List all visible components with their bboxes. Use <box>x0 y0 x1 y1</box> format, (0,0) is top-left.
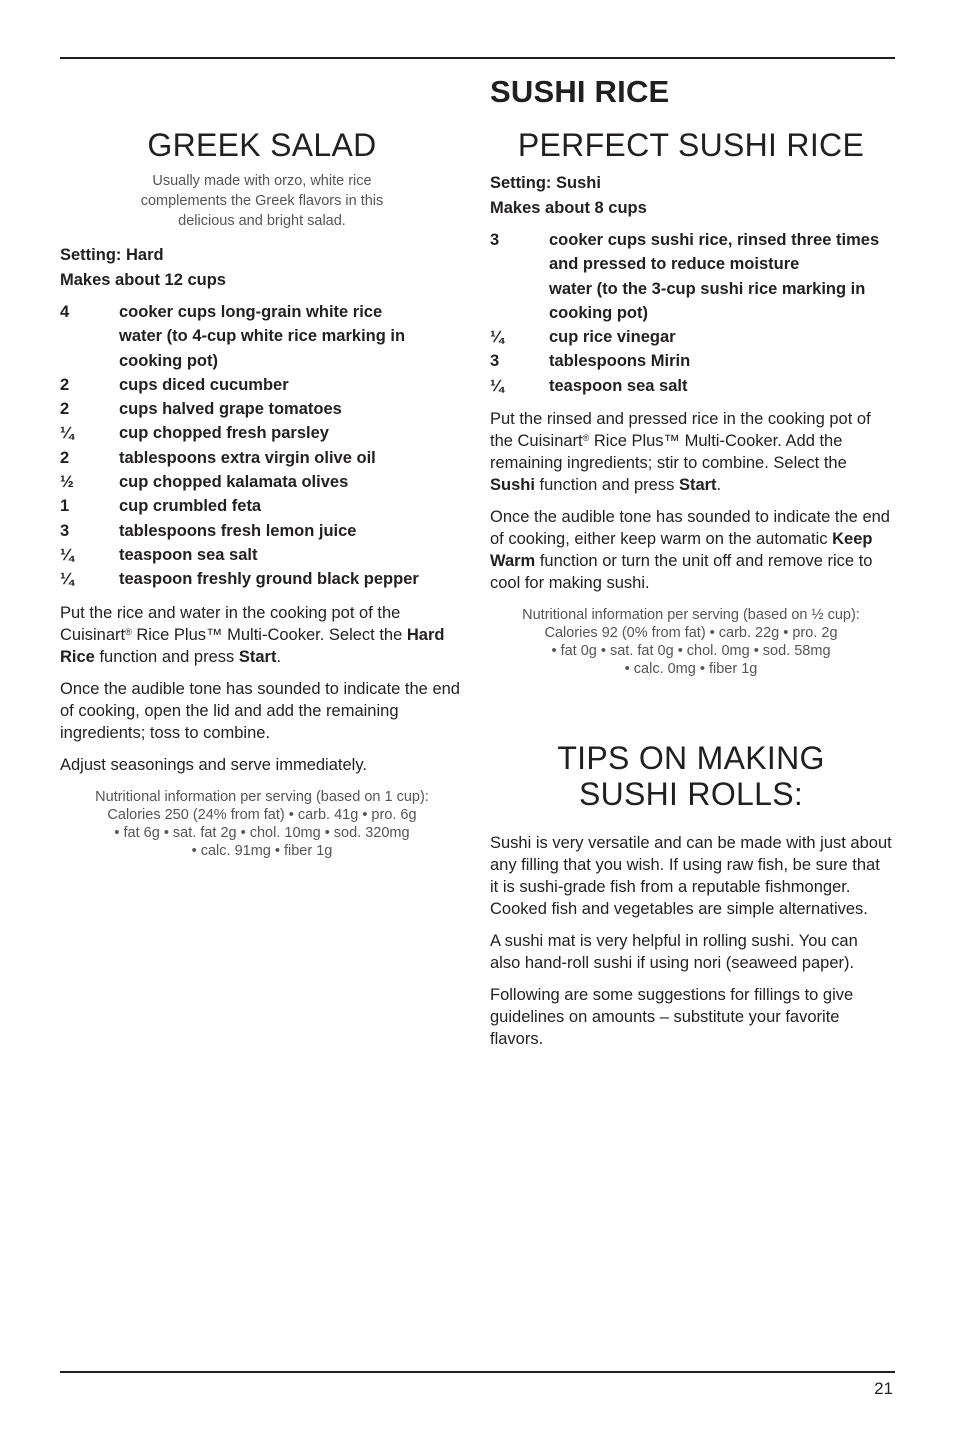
ingredient-qty: 2 <box>60 375 70 394</box>
ingredient-qty: 3 <box>490 352 500 371</box>
ingredient-item <box>490 374 892 398</box>
ingredient-text: cups halved grape tomatoes <box>119 400 342 419</box>
ingredient-item <box>490 228 892 277</box>
bottom-rule <box>60 1371 895 1373</box>
ingredient-item <box>60 397 464 421</box>
page-number: 21 <box>874 1379 893 1398</box>
directions-paragraph: Once the audible tone has sounded to indicate the end of cooking, open the lid and add the remaining ingredients; toss to combine. <box>60 679 460 742</box>
ingredient-qty <box>490 277 549 326</box>
ingredient-item <box>60 324 464 373</box>
recipe-yield: Makes about 12 cups <box>60 270 226 289</box>
ingredient-text: teaspoon sea salt <box>119 545 258 564</box>
ingredient-qty: ¼ <box>60 545 74 564</box>
recipe-yield: Makes about 8 cups <box>490 198 647 217</box>
directions-paragraph: Once the audible tone has sounded to indicate the end of cooking, either keep warm on the automatic Keep Warm function or turn the unit off and remove rice to cool for making sushi. <box>490 508 890 593</box>
ingredient-qty: 2 <box>60 400 70 419</box>
tips-section <box>490 740 892 1050</box>
ingredient-qty: 4 <box>60 303 70 321</box>
ingredient-item <box>490 349 892 373</box>
ingredient-qty: ¼ <box>60 570 74 589</box>
recipe-setting: Setting: Hard <box>60 246 164 264</box>
tips-paragraph: Sushi is very versatile and can be made with just about any filling that you wish. If using raw fish, be sure that it is sushi-grade fish from a reputable fishmonger. Cooked fish and vegetables are simple alternatives. <box>490 834 892 918</box>
ingredient-item <box>490 277 892 326</box>
ingredient-item <box>60 470 464 494</box>
ingredient-item <box>60 373 464 397</box>
top-rule <box>60 57 895 59</box>
ingredient-list <box>490 228 892 398</box>
tips-paragraph: Following are some suggestions for fillings to give guidelines on amounts – substitute your favorite flavors. <box>490 986 854 1048</box>
recipe-title: PERFECT SUSHI RICE <box>517 127 865 163</box>
ingredient-item <box>60 519 464 543</box>
ingredient-qty: ¼ <box>490 376 504 395</box>
directions-paragraph: Put the rice and water in the cooking pot of the Cuisinart® Rice Plus™ Multi-Cooker. Select the Hard Rice function and press Start. <box>60 603 445 666</box>
ingredient-text: cooker cups sushi rice, rinsed three times and pressed to reduce moisture <box>549 231 880 274</box>
ingredient-qty: ¼ <box>60 424 74 443</box>
ingredient-text: teaspoon freshly ground black pepper <box>119 570 419 589</box>
ingredient-text: water (to the 3-cup sushi rice marking in cooking pot) <box>549 279 866 322</box>
tips-paragraph: A sushi mat is very helpful in rolling sushi. You can also hand-roll sushi if using nori (seaweed paper). <box>490 932 858 972</box>
ingredient-text: cup crumbled feta <box>119 497 262 516</box>
ingredient-qty: 2 <box>60 448 70 467</box>
ingredient-item <box>60 300 464 324</box>
ingredient-qty: 3 <box>490 231 500 249</box>
tips-title: TIPS ON MAKING SUSHI ROLLS: <box>557 740 825 812</box>
ingredient-text: cup chopped kalamata olives <box>119 473 349 492</box>
ingredient-text: cup chopped fresh parsley <box>119 424 329 443</box>
ingredient-item <box>60 494 464 518</box>
nutrition-info: Nutritional information per serving (based on 1 cup): Calories 250 (24% from fat) • carb. 41g • pro. 6g • fat 6g • sat. fat 2g • chol. 10mg • sod. 320mg • calc. 91mg • fiber 1g <box>95 788 429 859</box>
ingredient-text: tablespoons fresh lemon juice <box>119 521 357 540</box>
ingredient-item <box>490 325 892 349</box>
ingredient-qty <box>60 324 119 373</box>
ingredient-text: tablespoons extra virgin olive oil <box>119 448 376 467</box>
ingredient-text: water (to 4-cup white rice marking in cooking pot) <box>119 327 406 370</box>
ingredient-list <box>60 300 464 592</box>
ingredient-item <box>60 421 464 445</box>
ingredient-qty: 1 <box>60 497 70 516</box>
ingredient-text: cup rice vinegar <box>549 328 676 347</box>
nutrition-info: Nutritional information per serving (based on ½ cup): Calories 92 (0% from fat) • carb. 22g • pro. 2g • fat 0g • sat. fat 0g • chol. 0mg • sod. 58mg • calc. 0mg • fiber 1g <box>522 607 860 678</box>
recipe-intro: Usually made with orzo, white rice complements the Greek flavors in this delicious and bright salad. <box>140 173 384 229</box>
directions-paragraph: Put the rinsed and pressed rice in the cooking pot of the Cuisinart® Rice Plus™ Multi-Cooker. Add the remaining ingredients; stir to combine. Select the Sushi function and press Start. <box>490 410 871 495</box>
directions-paragraph: Adjust seasonings and serve immediately. <box>60 755 367 774</box>
ingredient-item <box>60 543 464 567</box>
ingredient-text: tablespoons Mirin <box>549 352 691 371</box>
ingredient-qty: ½ <box>60 473 74 492</box>
ingredient-item <box>60 446 464 470</box>
ingredient-text: cups diced cucumber <box>119 375 289 394</box>
ingredient-text: cooker cups long-grain white rice <box>119 303 383 321</box>
ingredient-qty: 3 <box>60 521 70 540</box>
perfect-sushi-rice-recipe <box>490 127 892 678</box>
recipe-setting: Setting: Sushi <box>490 174 601 192</box>
ingredient-text: teaspoon sea salt <box>549 376 688 395</box>
recipe-title: GREEK SALAD <box>147 127 377 163</box>
section-title: SUSHI RICE <box>490 74 670 109</box>
ingredient-item <box>60 567 464 591</box>
greek-salad-recipe <box>60 127 464 860</box>
ingredient-qty: ¼ <box>490 328 504 347</box>
